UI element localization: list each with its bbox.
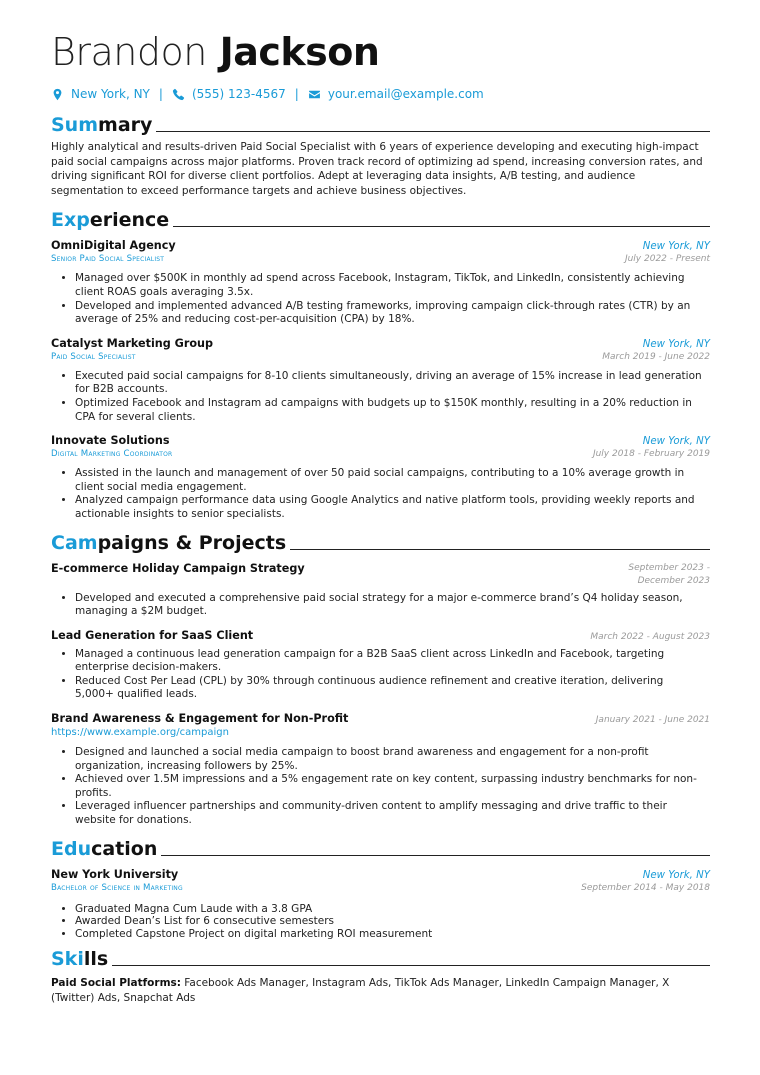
section-title-rest: erience (89, 209, 170, 232)
contact-location (51, 87, 150, 101)
project-dates: March 2022 - August 2023 (590, 631, 710, 642)
project-bullets (51, 648, 710, 702)
school-location: New York, NY (642, 869, 710, 881)
section-title (51, 948, 108, 970)
section-title-accent: Exp (51, 209, 90, 232)
list-item: • Developed and implemented advanced A/B testing frameworks, improving campaign click-through rates (CTR) by an average of 25% and reducing cost-per-acquisition (CPA) by 18%. (75, 300, 710, 327)
list-item: • Assisted in the launch and management of over 50 paid social campaigns, contributing to a 10% average growth in client social media engagement. (75, 467, 710, 494)
map-marker-icon (51, 88, 64, 101)
project-entry (51, 562, 710, 619)
contact-separator: | (158, 87, 163, 101)
job-location: New York, NY (642, 241, 710, 253)
job-location: New York, NY (642, 338, 710, 350)
section-title-accent: Ski (51, 948, 84, 971)
project-bullets (51, 746, 710, 828)
job-role: Paid Social Specialist (51, 351, 136, 362)
project-dates: January 2021 - June 2021 (595, 715, 710, 726)
job-bullets (51, 467, 710, 521)
projects-section-header (51, 530, 710, 554)
section-divider (161, 855, 710, 856)
section-title (51, 114, 152, 136)
phone-icon (172, 88, 185, 101)
list-item: • Achieved over 1.5M impressions and a 5% engagement rate on key content, surpassing industry benchmarks for non-profits. (75, 773, 710, 800)
section-title (51, 532, 286, 554)
section-title-rest: cation (91, 837, 158, 860)
section-title-accent: Cam (51, 531, 98, 554)
section-title (51, 838, 157, 860)
section-title-rest: mary (98, 114, 153, 136)
skills-value: Facebook Ads Manager, Instagram Ads, TikTok Ads Manager, LinkedIn Campaign Manager, X (Twitter) Ads, Snapchat Ads (51, 977, 670, 1004)
job-dates: July 2022 - Present (624, 254, 710, 265)
experience-entry (51, 239, 710, 326)
experience-section-header (51, 207, 710, 231)
list-item: • Leveraged influencer partnerships and community-driven content to amplify messaging and drive traffic to their website for donations. (75, 800, 710, 827)
contact-bar (51, 86, 710, 102)
school-name: New York University (51, 867, 179, 881)
job-bullets (51, 370, 710, 424)
experience-entry (51, 434, 710, 521)
phone-text: (555) 123-4567 (191, 87, 286, 101)
education-entry (51, 868, 710, 941)
summary-section-header (51, 112, 710, 136)
location-text: New York, NY (71, 87, 150, 101)
project-bullets (51, 592, 710, 619)
list-item: • Managed a continuous lead generation campaign for a B2B SaaS client across LinkedIn and Facebook, targeting enterprise decision-makers. (75, 648, 710, 675)
project-entry (51, 629, 710, 702)
degree: Bachelor of Science in Marketing (51, 882, 183, 893)
list-item: • Awarded Dean’s List for 6 consecutive semesters (75, 915, 710, 928)
section-divider (112, 965, 710, 966)
project-entry (51, 712, 710, 828)
project-dates: September 2023 - December 2023 (628, 562, 710, 586)
section-title (51, 209, 169, 231)
list-item: • Completed Capstone Project on digital marketing ROI measurement (75, 928, 710, 941)
skills-label: Paid Social Platforms: (51, 977, 181, 990)
job-location: New York, NY (642, 436, 710, 448)
project-link[interactable]: https://www.example.org/campaign (51, 727, 229, 739)
project-title: Brand Awareness & Engagement for Non-Profit (51, 712, 349, 726)
list-item: • Designed and launched a social media campaign to boost brand awareness and engagement for a non-profit organization, increasing followers by 25%. (75, 746, 710, 773)
section-title-rest: paigns & Projects (97, 531, 287, 554)
job-role: Senior Paid Social Specialist (51, 254, 165, 265)
education-bullets (51, 903, 710, 941)
list-item: • Executed paid social campaigns for 8-10 clients simultaneously, driving an average of 15% increase in lead generation for B2B accounts. (75, 370, 710, 397)
job-role: Digital Marketing Coordinator (51, 449, 173, 460)
skills-line (51, 976, 710, 1005)
list-item: • Optimized Facebook and Instagram ad campaigns with budgets up to $150K monthly, resulting in a 20% reduction in CPA for several clients. (75, 397, 710, 424)
list-item: • Analyzed campaign performance data using Google Analytics and native platform tools, providing weekly reports and actionable insights to senior specialists. (75, 494, 710, 521)
job-dates: March 2019 - June 2022 (602, 351, 710, 362)
skills-section-header (51, 946, 710, 970)
education-dates: September 2014 - May 2018 (581, 882, 710, 893)
last-name: Jackson (219, 30, 380, 74)
experience-entry (51, 337, 710, 424)
project-title: E-commerce Holiday Campaign Strategy (51, 561, 305, 575)
section-divider (173, 226, 710, 227)
list-item: • Developed and executed a comprehensive paid social strategy for a major e-commerce brand’s Q4 holiday season, managing a $2M budget. (75, 592, 710, 619)
company-name: Catalyst Marketing Group (51, 336, 214, 350)
summary-text: Highly analytical and results-driven Paid Social Specialist with 6 years of experience developing and executing high-impact paid social campaigns across major platforms. Proven track record of optimizing ad spend, increasing conversion rates, and driving significant ROI for diverse client portfolios. Adept at leveraging data insights, A/B testing, and audience segmentation to exceed performance targets and achieve business objectives. (51, 141, 703, 197)
list-item: • Reduced Cost Per Lead (CPL) by 30% through continuous audience refinement and creative iteration, delivering 5,000+ qualified leads. (75, 675, 710, 702)
company-name: OmniDigital Agency (51, 239, 176, 253)
contact-separator: | (294, 87, 299, 101)
list-item: • Managed over $500K in monthly ad spend across Facebook, Instagram, TikTok, and LinkedIn, consistently achieving client ROAS goals averaging 3.5x. (75, 272, 710, 299)
section-title-accent: Edu (51, 837, 92, 860)
contact-email[interactable] (308, 87, 484, 101)
contact-phone[interactable] (172, 87, 286, 101)
project-title: Lead Generation for SaaS Client (51, 628, 254, 642)
email-text: your.email@example.com (327, 87, 484, 101)
list-item: • Graduated Magna Cum Laude with a 3.8 GPA (75, 903, 710, 916)
job-dates: July 2018 - February 2019 (592, 449, 710, 460)
company-name: Innovate Solutions (51, 434, 170, 448)
section-divider (290, 549, 710, 550)
candidate-name (51, 30, 710, 74)
section-title-accent: Sum (51, 114, 99, 136)
job-bullets (51, 272, 710, 326)
education-section-header (51, 836, 710, 860)
section-divider (156, 131, 710, 132)
envelope-icon (308, 88, 321, 101)
section-title-rest: lls (83, 948, 109, 971)
first-name: Brandon (51, 30, 207, 74)
